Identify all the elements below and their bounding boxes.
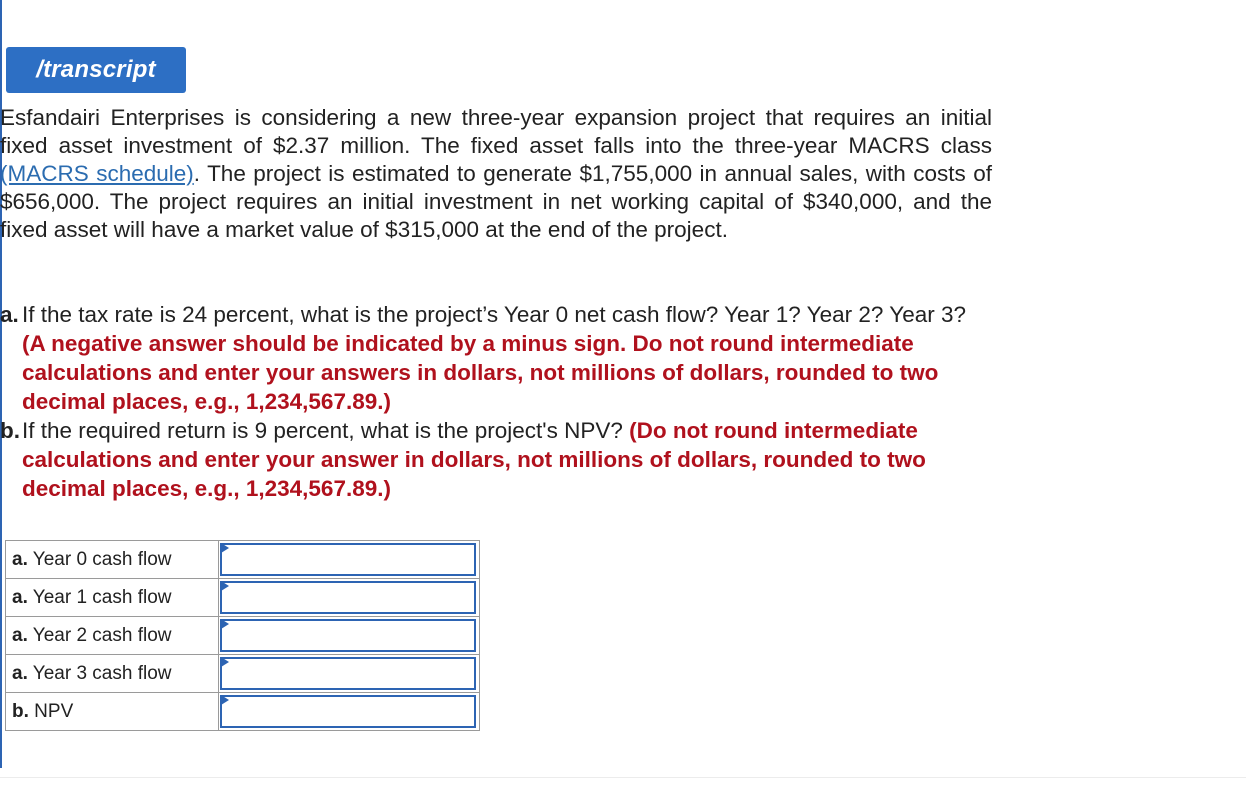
- input-flag-icon: [221, 581, 229, 591]
- row-label-text: Year 0 cash flow: [32, 548, 172, 570]
- row-label: [6, 541, 219, 579]
- year2-cash-flow-input[interactable]: [220, 619, 476, 652]
- question-text: [0, 104, 992, 244]
- table-row: [6, 541, 480, 579]
- input-cell: [219, 541, 480, 579]
- table-row: [6, 655, 480, 693]
- row-label: [6, 579, 219, 617]
- input-flag-icon: [221, 619, 229, 629]
- table-row: [6, 579, 480, 617]
- row-prefix: b.: [12, 700, 29, 722]
- table-row: [6, 693, 480, 731]
- part-instruction: (A negative answer should be indicated by a minus sign. Do not round intermediate calculations and enter your answers in dollars, not millions of dollars, rounded to two decimal places, e.g., 1,234,567.89.): [22, 331, 939, 414]
- divider: [0, 777, 1246, 778]
- macrs-schedule-link[interactable]: (MACRS schedule): [0, 161, 194, 186]
- part-letter: b.: [0, 418, 20, 443]
- question-intro: Esfandairi Enterprises is considering a new three-year expansion project that requires an initial fixed asset investment of $2.37 million. The fixed asset falls into the three-year MACRS class: [0, 105, 992, 158]
- input-cell: [219, 655, 480, 693]
- input-cell: [219, 617, 480, 655]
- row-label: [6, 655, 219, 693]
- part-body: [22, 416, 990, 503]
- row-prefix: a.: [12, 586, 28, 608]
- year0-cash-flow-input[interactable]: [220, 543, 476, 576]
- input-cell: [219, 579, 480, 617]
- row-label: [6, 693, 219, 731]
- row-label-text: Year 2 cash flow: [32, 624, 172, 646]
- part-b: [0, 416, 990, 503]
- input-flag-icon: [221, 543, 229, 553]
- part-a: [0, 300, 990, 416]
- row-label: [6, 617, 219, 655]
- part-instruction: (Do not round intermediate calculations and enter your answer in dollars, not millions of dollars, rounded to two decimal places, e.g., 1,234,567.89.): [22, 418, 926, 501]
- input-flag-icon: [221, 695, 229, 705]
- transcript-button[interactable]: /transcript: [6, 47, 186, 93]
- question-rest: . The project is estimated to generate $1,755,000 in annual sales, with costs of $656,000. The project requires an initial investment in net working capital of $340,000, and the fixed asset will have a market value of $315,000 at the end of the project.: [0, 161, 992, 242]
- answer-table: [5, 540, 480, 731]
- row-label-text: Year 1 cash flow: [32, 586, 172, 608]
- input-flag-icon: [221, 657, 229, 667]
- npv-input[interactable]: [220, 695, 476, 728]
- part-letter: a.: [0, 302, 19, 327]
- input-cell: [219, 693, 480, 731]
- row-prefix: a.: [12, 624, 28, 646]
- part-body: [22, 300, 990, 416]
- row-label-text: Year 3 cash flow: [32, 662, 172, 684]
- table-row: [6, 617, 480, 655]
- row-label-text: NPV: [34, 700, 74, 722]
- row-prefix: a.: [12, 662, 28, 684]
- part-question: If the required return is 9 percent, what is the project's NPV?: [22, 418, 630, 443]
- part-question: If the tax rate is 24 percent, what is the project’s Year 0 net cash flow? Year 1? Year 2? Year 3?: [22, 302, 966, 327]
- row-prefix: a.: [12, 548, 28, 570]
- year1-cash-flow-input[interactable]: [220, 581, 476, 614]
- year3-cash-flow-input[interactable]: [220, 657, 476, 690]
- question-parts: [0, 300, 990, 503]
